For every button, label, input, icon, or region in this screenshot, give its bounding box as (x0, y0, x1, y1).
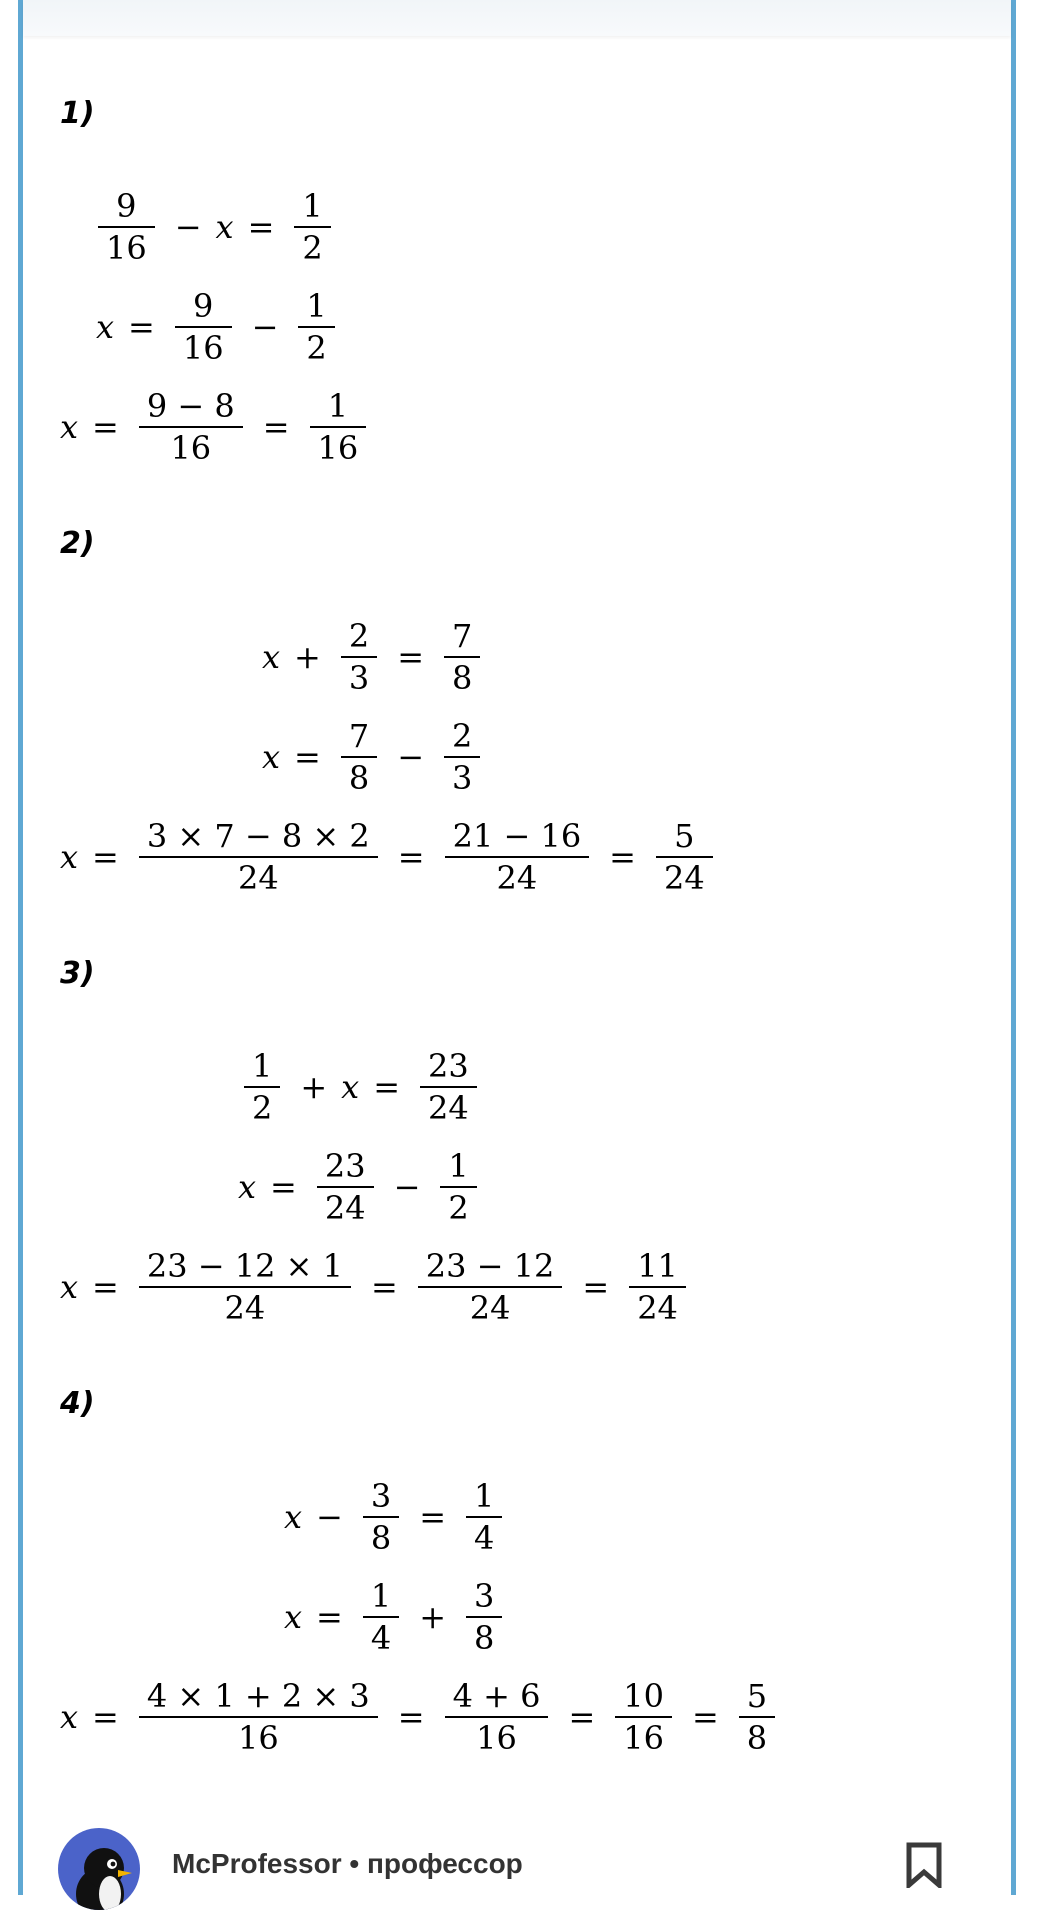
fraction: $\frac{3}{8}$ (466, 1576, 502, 1658)
fraction: $\frac{1}{2}$ (298, 286, 334, 368)
step-3-equation-2: x = $\frac{23}{24}$ − $\frac{1}{2}$ (238, 1139, 483, 1235)
card-border-right (1011, 0, 1016, 1895)
fraction: $\frac{1}{2}$ (294, 186, 330, 268)
fraction: $\frac{1}{2}$ (244, 1046, 280, 1128)
step-1-equation-2: x = $\frac{9}{16}$ − $\frac{1}{2}$ (96, 279, 341, 375)
step-2-equation-2: x = $\frac{7}{8}$ − $\frac{2}{3}$ (262, 709, 486, 805)
fraction: $\frac{1}{4}$ (363, 1576, 399, 1658)
step-2-equation-3: x = $\frac{3 \times 7 - 8 \times 2}{24}$ = $\frac{21 - 16}{24}$ = $\frac{5}{24}$ (60, 809, 719, 905)
fraction: $\frac{7}{8}$ (341, 716, 377, 798)
step-4-label: 4) (60, 1386, 95, 1421)
fraction: $\frac{1}{2}$ (440, 1146, 476, 1228)
fraction: $\frac{5}{24}$ (656, 816, 713, 898)
step-3-equation-1: $\frac{1}{2}$ + x = $\frac{23}{24}$ (238, 1039, 483, 1135)
author-name[interactable]: McProfessor • профессор (172, 1848, 523, 1879)
step-1-equation-1: $\frac{9}{16}$ − x = $\frac{1}{2}$ (92, 179, 337, 275)
fraction: $\frac{9}{16}$ (175, 286, 232, 368)
card-border-left (18, 0, 23, 1895)
fraction: $\frac{1}{16}$ (310, 386, 367, 468)
fraction: $\frac{23}{24}$ (420, 1046, 477, 1128)
fraction: $\frac{1}{4}$ (466, 1476, 502, 1558)
fraction: $\frac{9 - 8}{16}$ (139, 386, 243, 468)
fraction: $\frac{23 - 12}{24}$ (418, 1246, 563, 1328)
fraction: $\frac{2}{3}$ (341, 616, 377, 698)
step-1-label: 1) (60, 96, 95, 131)
bookmark-icon[interactable] (906, 1842, 942, 1888)
step-1-equation-3: x = $\frac{9 - 8}{16}$ = $\frac{1}{16}$ (60, 379, 372, 475)
fraction: $\frac{4 \times 1 + 2 \times 3}{16}$ (139, 1676, 378, 1758)
fraction: $\frac{2}{3}$ (444, 716, 480, 798)
step-2-equation-1: x + $\frac{2}{3}$ = $\frac{7}{8}$ (262, 609, 486, 705)
fraction: $\frac{23}{24}$ (317, 1146, 374, 1228)
fraction: $\frac{9}{16}$ (98, 186, 155, 268)
card-top-band (23, 0, 1011, 36)
fraction: $\frac{21 - 16}{24}$ (445, 816, 590, 898)
step-2-label: 2) (60, 526, 95, 561)
fraction: $\frac{4 + 6}{16}$ (445, 1676, 549, 1758)
penguin-avatar-icon[interactable] (58, 1828, 140, 1910)
fraction: $\frac{5}{8}$ (739, 1676, 775, 1758)
fraction: $\frac{7}{8}$ (444, 616, 480, 698)
fraction: $\frac{3 \times 7 - 8 \times 2}{24}$ (139, 816, 378, 898)
step-4-equation-2: x = $\frac{1}{4}$ + $\frac{3}{8}$ (284, 1569, 508, 1665)
step-4-equation-1: x − $\frac{3}{8}$ = $\frac{1}{4}$ (284, 1469, 508, 1565)
step-4-equation-3: x = $\frac{4 \times 1 + 2 \times 3}{16}$ = $\frac{4 + 6}{16}$ = $\frac{10}{16}$ = $\frac{5}{8}$ (60, 1669, 781, 1765)
step-3-label: 3) (60, 956, 95, 991)
fraction: $\frac{23 - 12 \times 1}{24}$ (139, 1246, 351, 1328)
fraction: $\frac{10}{16}$ (615, 1676, 672, 1758)
step-3-equation-3: x = $\frac{23 - 12 \times 1}{24}$ = $\frac{23 - 12}{24}$ = $\frac{11}{24}$ (60, 1239, 692, 1335)
fraction: $\frac{3}{8}$ (363, 1476, 399, 1558)
fraction: $\frac{11}{24}$ (629, 1246, 686, 1328)
